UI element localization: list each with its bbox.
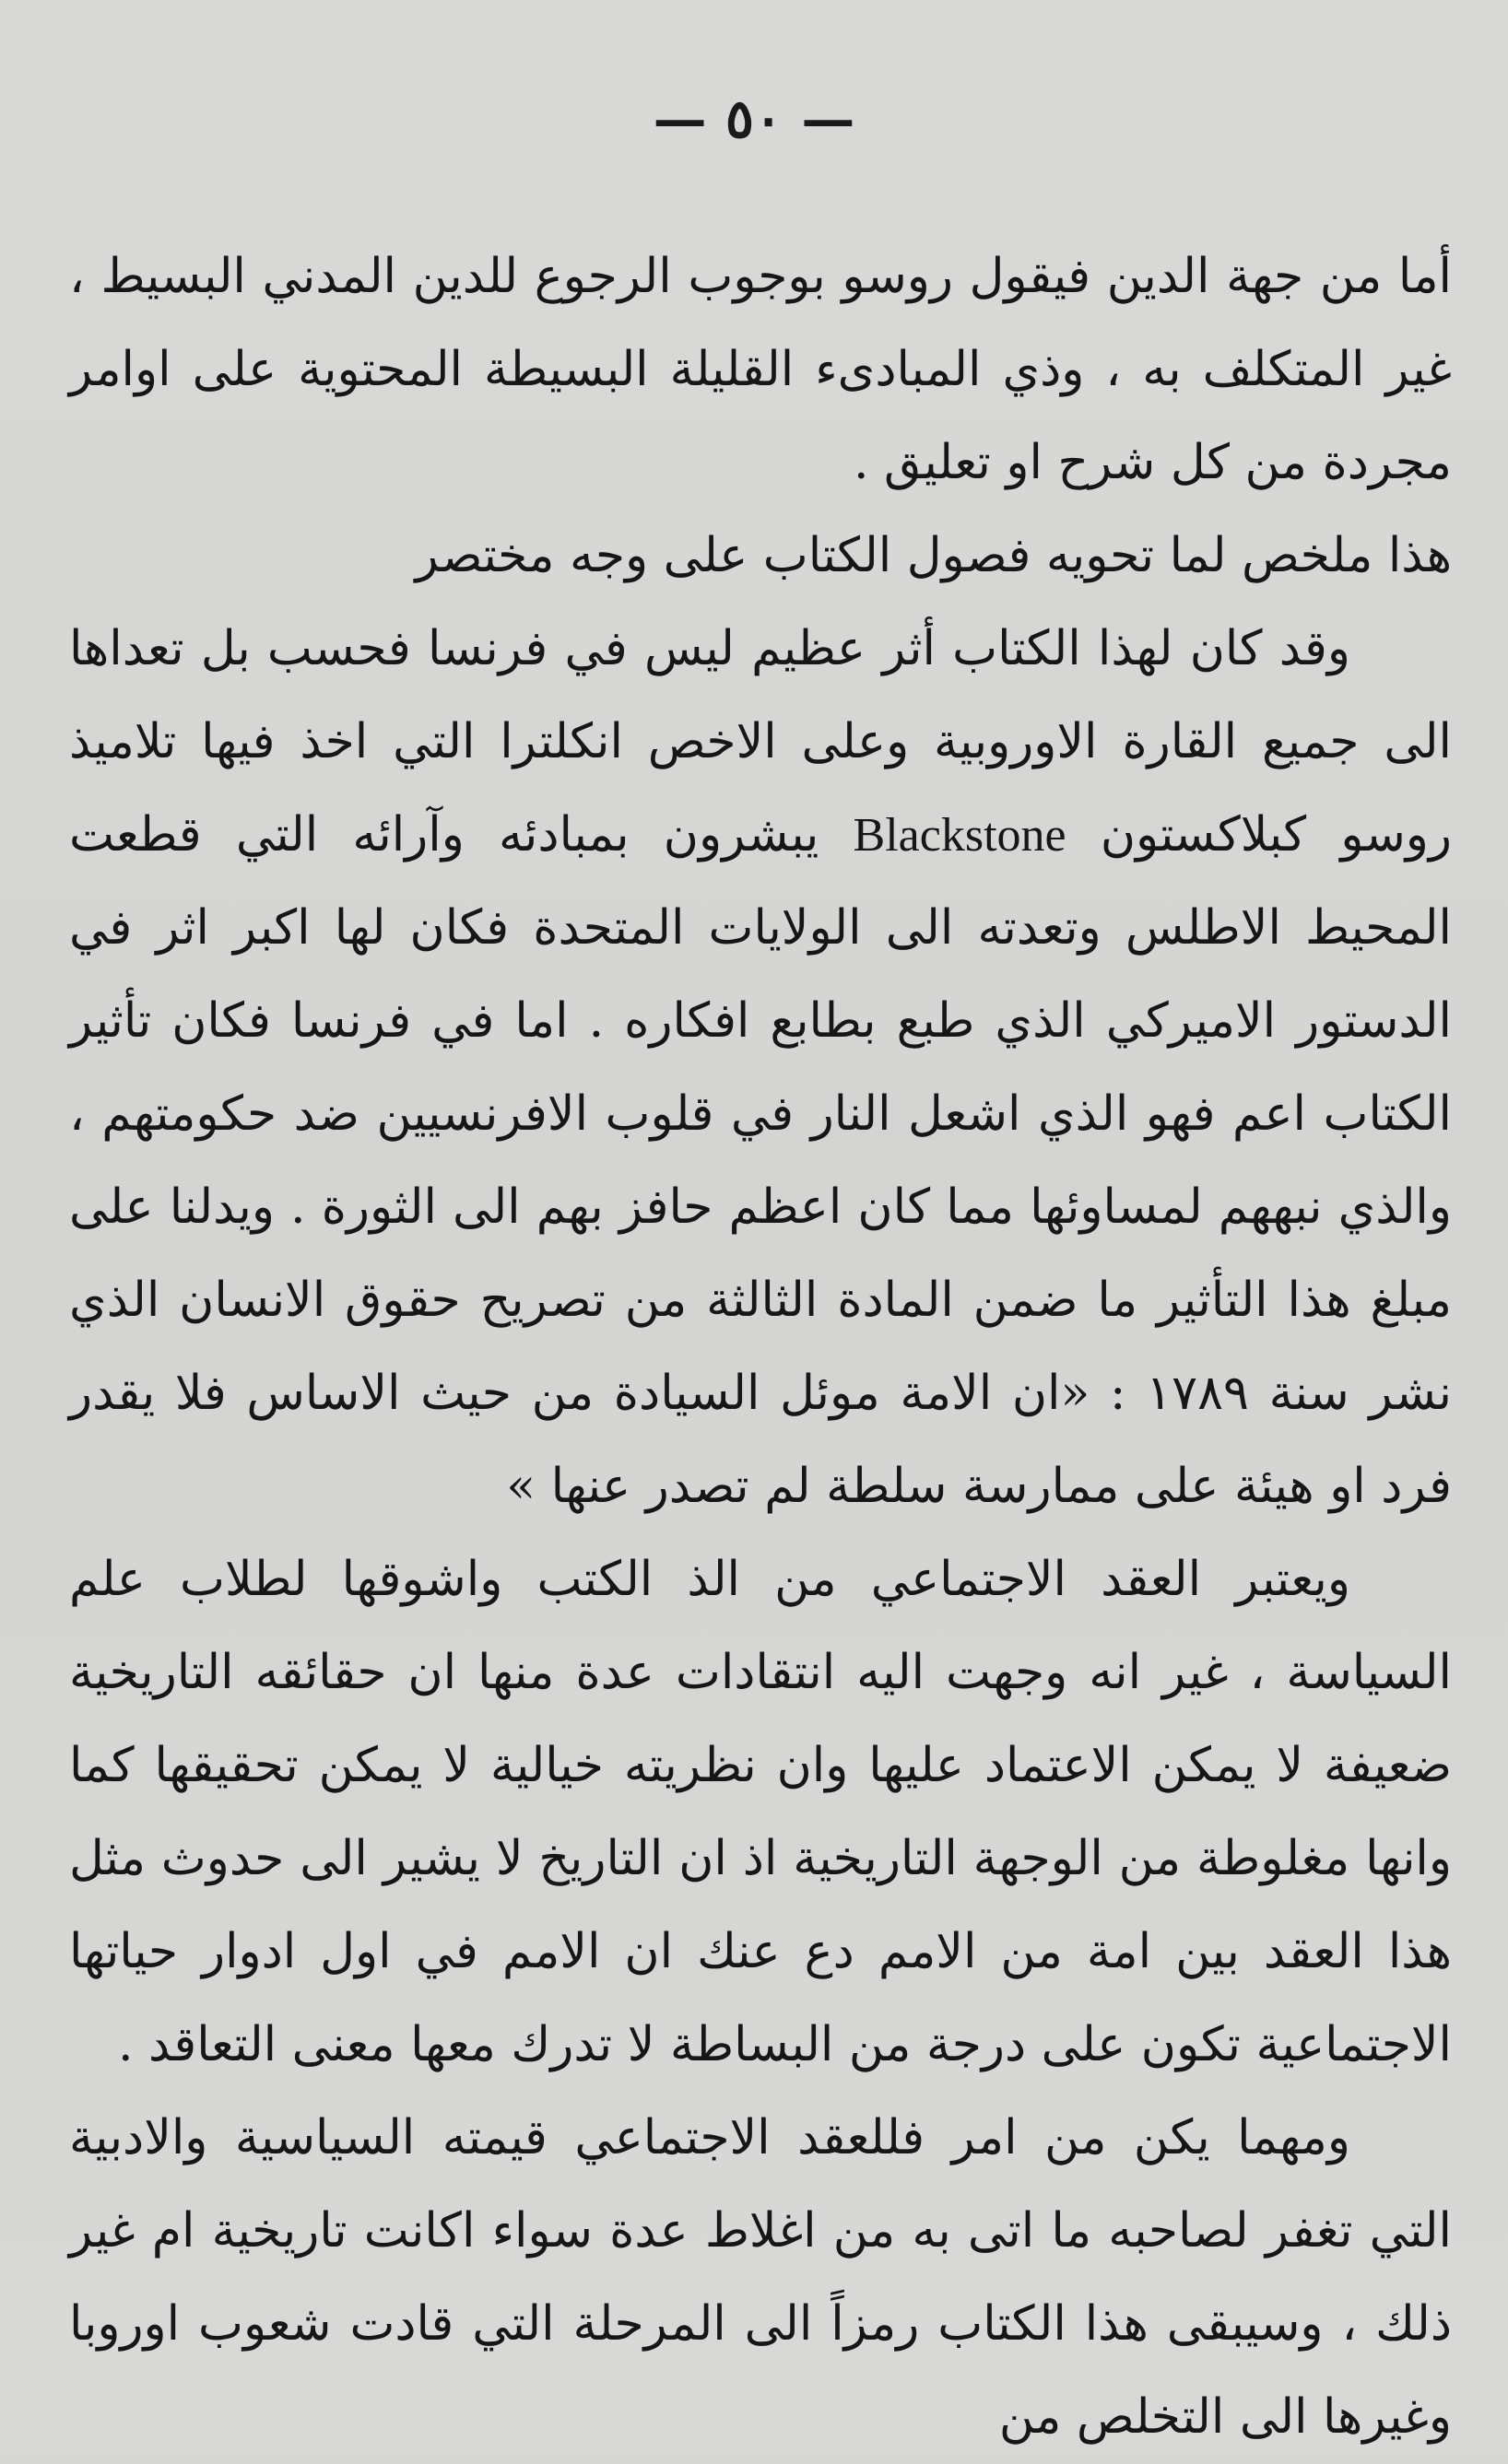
influence-text-start: وقد كان لهذا الكتاب أثر عظيم ليس في فرنسا فحسب بل تعداها الى جميع القارة الاوروبية وعلى الاخص انكلترا التي اخذ فيها تلاميذ روسو كبلاكستون (69, 621, 1453, 862)
paragraph-conclusion: ومهما يكن من امر فللعقد الاجتماعي قيمته السياسية والادبية التي تغفر لصاحبه ما اتى به من اغلاط عدة سواء اكانت تاريخية ام غير ذلك ، وسيبقى هذا الكتاب رمزاً الى المرحلة التي قادت شعوب اوروبا وغيرها الى التخلص من (69, 2110, 1452, 2445)
body-text (69, 230, 1452, 2464)
influence-text-end: يبشرون بمبادئه وآرائه التي قطعت المحيط الاطلس وتعدته الى الولايات المتحدة فكان لها اكبر اثر في الدستور الاميركي الذي طبع بطابع افكاره . اما في فرنسا فكان تأثير الكتاب اعم فهو الذي اشعل النار في قلوب الافرنسيين ضد حكومتهم ، والذي نبههم لمساوئها مما كان اعظم حافز بهم الى الثورة . ويدلنا على مبلغ هذا التأثير ما ضمن المادة الثالثة من تصريح حقوق الانسان الذي نشر سنة ١٧٨٩ : «ان الامة موئل السيادة من حيث الاساس فلا يقدر فرد او هيئة على ممارسة سلطة لم تصدر عنها » (69, 807, 1452, 1514)
latin-name-blackstone: Blackstone (853, 809, 1066, 862)
paragraph-criticism: ويعتبر العقد الاجتماعي من الذ الكتب واشوقها لطلاب علم السياسة ، غير انه وجهت اليه انتقادات عدة منها ان حقائقه التاريخية ضعيفة لا يمكن الاعتماد عليها وان نظريته خيالية لا يمكن تحقيقها كما وانها مغلوطة من الوجهة التاريخية اذ ان التاريخ لا يشير الى حدوث مثل هذا العقد بين امة من الامم دع عنك ان الامم في اول ادوار حياتها الاجتماعية تكون على درجة من البساطة لا تدرك معها معنى التعاقد . (69, 1552, 1452, 2072)
paragraph-influence (69, 603, 1452, 1533)
page-number: — ٥٠ — (653, 88, 855, 150)
paragraph-summary: هذا ملخص لما تحويه فصول الكتاب على وجه مختصر (415, 528, 1452, 583)
paragraph-religion: أما من جهة الدين فيقول روسو بوجوب الرجوع للدين المدني البسيط ، غير المتكلف به ، وذي المبادىء القليلة البسيطة المحتوية على اوامر مجردة من كل شرح او تعليق . (69, 249, 1452, 490)
